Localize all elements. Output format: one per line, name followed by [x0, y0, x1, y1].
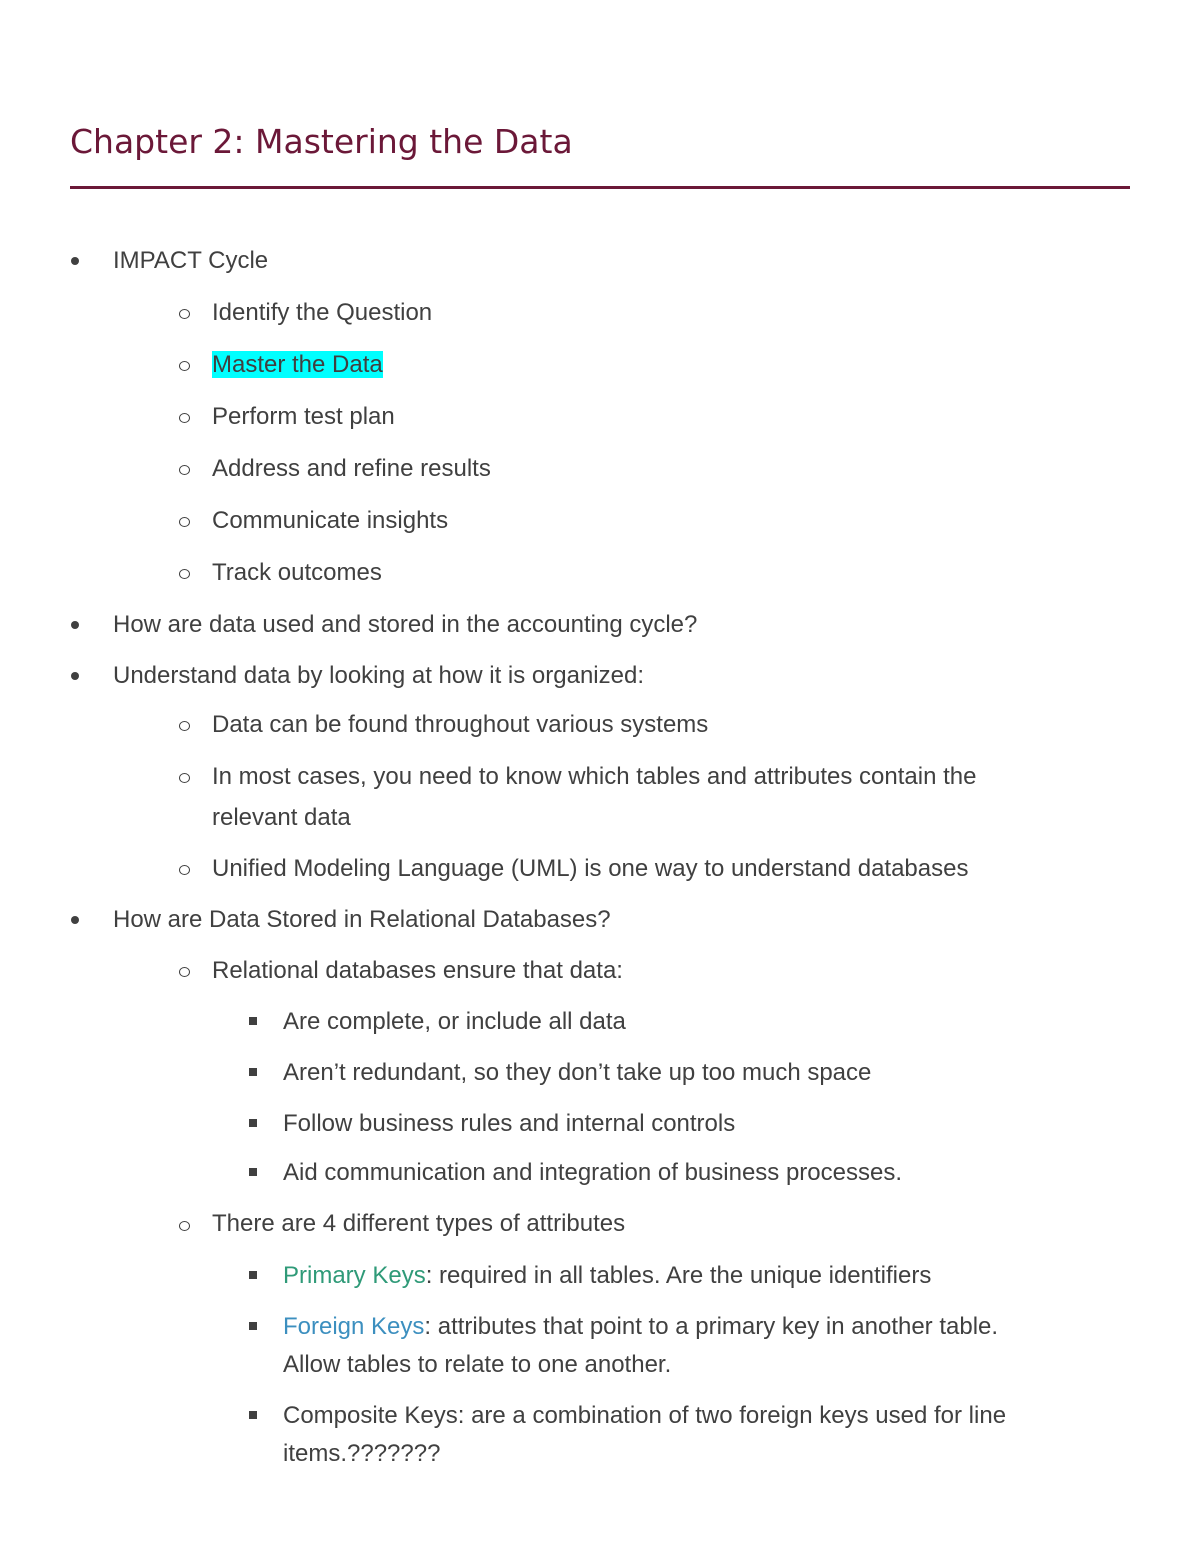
- composite-keys-item: Composite Keys: are a combination of two foreign keys used for line: [283, 1402, 1007, 1429]
- title-divider: [70, 186, 1130, 189]
- bullet-circle-icon: [179, 865, 190, 875]
- understand-point-continued: relevant data: [212, 804, 351, 831]
- bullet-dot-icon: [71, 257, 79, 265]
- foreign-keys-item-continued: Allow tables to relate to one another.: [283, 1351, 672, 1378]
- relational-heading: How are Data Stored in Relational Databases?: [113, 906, 611, 933]
- impact-step: Perform test plan: [212, 403, 395, 430]
- bullet-square-icon: [249, 1068, 257, 1076]
- bullet-circle-icon: [179, 309, 190, 319]
- composite-keys-item-continued: items.???????: [283, 1440, 441, 1467]
- bullet-circle-icon: [179, 517, 190, 527]
- bullet-square-icon: [249, 1168, 257, 1176]
- attributes-heading: There are 4 different types of attributes: [212, 1210, 626, 1237]
- bullet-circle-icon: [179, 773, 190, 783]
- bullet-square-icon: [249, 1119, 257, 1127]
- foreign-keys-text: : attributes that point to a primary key in another table.: [424, 1313, 999, 1340]
- foreign-keys-term: Foreign Keys: [283, 1313, 425, 1340]
- impact-step: Identify the Question: [212, 299, 433, 326]
- ensure-heading: Relational databases ensure that data:: [212, 957, 623, 984]
- foreign-keys-item: [283, 1310, 998, 1344]
- ensure-item: Are complete, or include all data: [283, 1008, 626, 1035]
- bullet-circle-icon: [179, 721, 190, 731]
- accounting-question: How are data used and stored in the accounting cycle?: [113, 611, 698, 638]
- impact-step: Track outcomes: [212, 559, 382, 586]
- bullet-square-icon: [249, 1322, 257, 1330]
- bullet-dot-icon: [71, 916, 79, 924]
- bullet-dot-icon: [71, 621, 79, 629]
- bullet-circle-icon: [179, 967, 190, 977]
- ensure-item: Follow business rules and internal controls: [283, 1110, 736, 1137]
- understand-heading: Understand data by looking at how it is organized:: [113, 662, 644, 689]
- bullet-circle-icon: [179, 413, 190, 423]
- impact-step: Address and refine results: [212, 455, 491, 482]
- primary-keys-text: : required in all tables. Are the unique identifiers: [425, 1262, 932, 1289]
- bullet-circle-icon: [179, 465, 190, 475]
- ensure-item: Aren’t redundant, so they don’t take up too much space: [283, 1059, 872, 1086]
- primary-keys-term: Primary Keys: [283, 1262, 426, 1289]
- bullet-dot-icon: [71, 672, 79, 680]
- understand-point: In most cases, you need to know which tables and attributes contain the: [212, 763, 977, 790]
- bullet-square-icon: [249, 1271, 257, 1279]
- understand-point: Unified Modeling Language (UML) is one way to understand databases: [212, 855, 969, 882]
- impact-step: Communicate insights: [212, 507, 449, 534]
- impact-heading: IMPACT Cycle: [113, 247, 269, 274]
- ensure-item: Aid communication and integration of business processes.: [283, 1159, 903, 1186]
- bullet-square-icon: [249, 1411, 257, 1419]
- highlighted-text: Master the Data: [212, 351, 383, 378]
- bullet-circle-icon: [179, 361, 190, 371]
- page-title: Chapter 2: Mastering the Data: [70, 122, 573, 161]
- impact-step-highlighted: [212, 348, 383, 382]
- bullet-square-icon: [249, 1017, 257, 1025]
- bullet-circle-icon: [179, 1221, 190, 1231]
- primary-keys-item: [283, 1259, 931, 1293]
- understand-point: Data can be found throughout various systems: [212, 711, 709, 738]
- bullet-circle-icon: [179, 569, 190, 579]
